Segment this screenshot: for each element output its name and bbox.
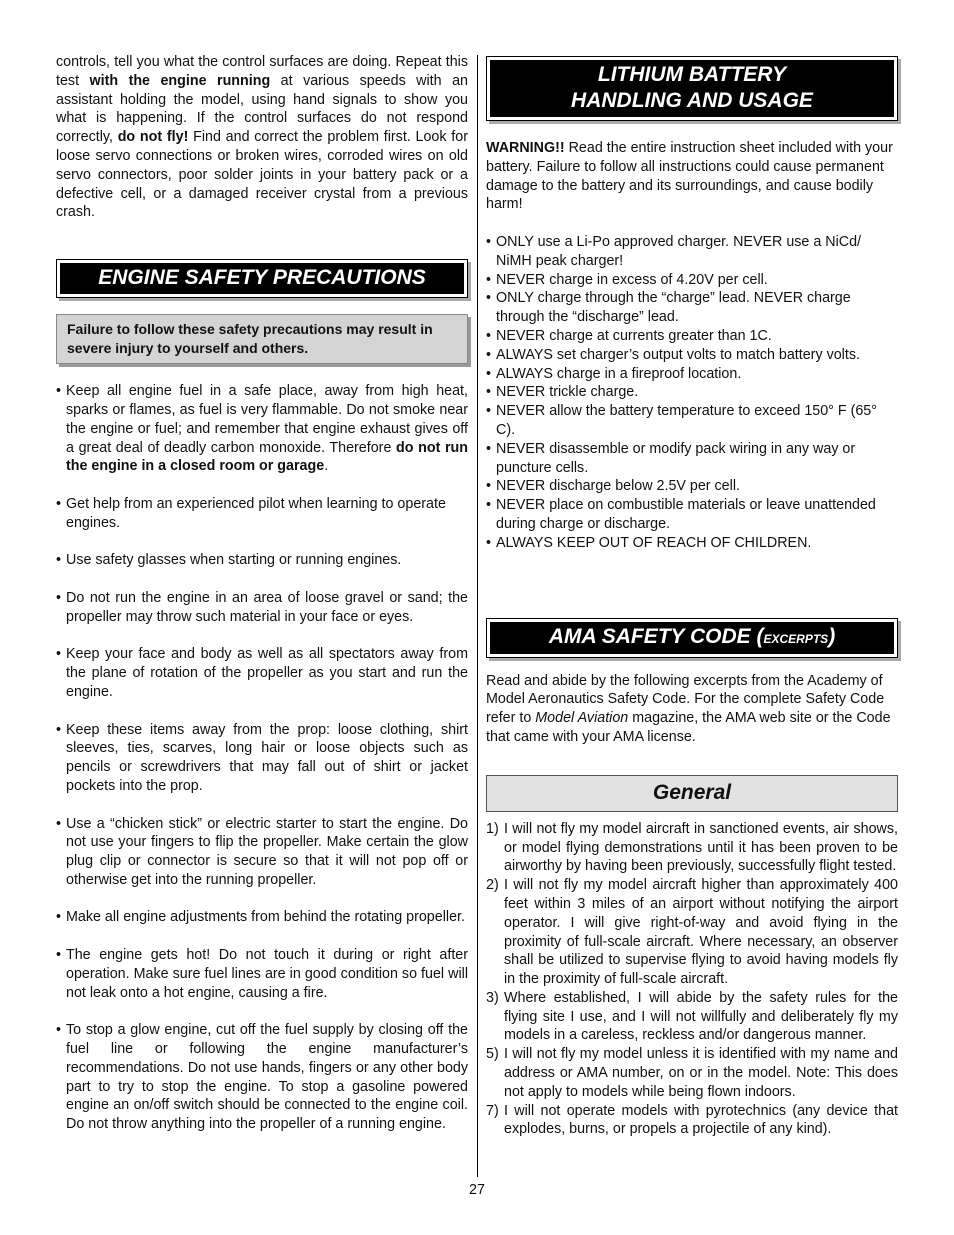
lithium-rule-item: • NEVER trickle charge.	[486, 383, 898, 402]
engine-safety-item: • Keep these items away from the prop: loose clothing, shirt sleeves, ties, scarves, long hair or loose objects such as pencils or screwdrivers that may fall out of shirt or jacket pockets into the prop.	[56, 721, 468, 796]
lithium-battery-heading	[486, 56, 898, 121]
lithium-rule-item: • ALWAYS charge in a fireproof location.	[486, 365, 898, 384]
lithium-rule-item: • NEVER charge at currents greater than 1C.	[486, 327, 898, 346]
lithium-rule-item: • NEVER disassemble or modify pack wiring in any way or puncture cells.	[486, 440, 898, 478]
ama-safety-code-heading: AMA SAFETY CODE (excerpts)	[486, 618, 898, 658]
lithium-heading-line2: HANDLING AND USAGE	[571, 89, 813, 112]
engine-safety-list	[56, 382, 468, 1134]
right-column	[486, 53, 898, 1139]
left-column	[56, 53, 468, 1134]
rule-text: I will not fly my model unless it is identified with my name and address or AMA number, on or in the model. Note: This does not apply to models while being flown indoors.	[504, 1046, 898, 1100]
engine-safety-item: • Use a “chicken stick” or electric starter to start the engine. Do not use your fingers to flip the propeller. Make certain the glow plug clip or connector is secure so that it will not pop off or otherwise get into the running propeller.	[56, 815, 468, 890]
general-rule-item	[486, 989, 898, 1045]
engine-safety-item: • Keep your face and body as well as all spectators away from the plane of rotation of the propeller as you start and run the engine.	[56, 645, 468, 701]
engine-safety-heading: ENGINE SAFETY PRECAUTIONS	[56, 259, 468, 298]
rule-number: 5)	[486, 1046, 499, 1063]
engine-safety-item: • Keep all engine fuel in a safe place, away from high heat, sparks or flames, as fuel is very flammable. Do not smoke near the engine or fuel; and remember that engine exhaust gives off a great deal of deadly carbon monoxide. Therefore do not run the engine in a closed room or garage.	[56, 382, 468, 476]
rule-text: Where established, I will abide by the safety rules for the flying site I use, and I will not willfully and deliberately fly my models in a careless, reckless and/or dangerous manner.	[504, 989, 898, 1044]
lithium-rule-item: • ONLY use a Li-Po approved charger. NEVER use a NiCd/ NiMH peak charger!	[486, 233, 898, 271]
ama-intro-paragraph: Read and abide by the following excerpts from the Academy of Model Aeronautics Safety Code. For the complete Safety Code refer to Model Aviation magazine, the AMA web site or the Code that came with your AMA license.	[486, 672, 891, 745]
general-rule-item	[486, 820, 898, 876]
lithium-rule-item: • NEVER allow the battery temperature to exceed 150° F (65° C).	[486, 402, 898, 440]
lithium-rules-list	[486, 233, 898, 553]
engine-safety-item: • To stop a glow engine, cut off the fuel supply by closing off the fuel line or following the engine manufacturer’s recommendations. Do not use hands, fingers or any other body part to try to stop the engine. To stop a gasoline powered engine an on/off switch should be connected to the engine coil. Do not throw anything into the propeller of a running engine.	[56, 1021, 468, 1134]
warning-label: WARNING!!	[486, 140, 565, 156]
battery-warning-paragraph	[486, 139, 898, 214]
general-rules-list	[486, 820, 898, 1140]
rule-number: 2)	[486, 877, 499, 894]
engine-warning-box: Failure to follow these safety precautions may result in severe injury to yourself and others.	[56, 314, 468, 364]
lithium-rule-item: • ONLY charge through the “charge” lead. NEVER charge through the “discharge” lead.	[486, 289, 898, 327]
intro-paragraph: controls, tell you what the control surfaces are doing. Repeat this test with the engine running at various speeds with an assistant holding the model, using hand signals to show you what is happening. If the control surfaces do not respond correctly, do not fly! Find and correct the problem first. Look for loose servo connections or broken wires, corroded wires on old servo connectors, poor solder joints in your battery pack or a defective cell, or a damaged receiver crystal from a previous crash.	[56, 54, 468, 221]
engine-safety-item: • Use safety glasses when starting or running engines.	[56, 551, 468, 570]
rule-text: I will not fly my model aircraft higher than approximately 400 feet within 3 miles of an airport without notifying the airport operator. I will give right-of-way and avoid flying in the proximity of full-scale aircraft. Where necessary, an observer shall be utilized to supervise flying to avoid having models fly in the proximity of full-scale aircraft.	[504, 877, 898, 988]
lithium-heading-line1: LITHIUM BATTERY	[597, 63, 787, 86]
general-rule-item	[486, 1102, 898, 1140]
lithium-rule-item: • NEVER place on combustible materials or leave unattended during charge or discharge.	[486, 496, 898, 534]
lithium-rule-item: • NEVER charge in excess of 4.20V per cell.	[486, 271, 898, 290]
engine-safety-item: • Make all engine adjustments from behind the rotating propeller.	[56, 908, 468, 927]
engine-safety-item: • Get help from an experienced pilot when learning to operate engines.	[56, 495, 468, 533]
warning-text: Read the entire instruction sheet included with your battery. Failure to follow all instructions could cause permanent damage to the battery and its surroundings, and cause bodily harm!	[486, 140, 893, 213]
page-number: 27	[469, 1182, 485, 1198]
lithium-rule-item: • NEVER discharge below 2.5V per cell.	[486, 477, 898, 496]
rule-text: I will not fly my model aircraft in sanctioned events, air shows, or model flying demonstrations until it has been proven to be airworthy by having been previously, successfully flight tested.	[504, 820, 898, 875]
lithium-rule-item: • ALWAYS KEEP OUT OF REACH OF CHILDREN.	[486, 534, 898, 553]
lithium-rule-item: • ALWAYS set charger’s output volts to match battery volts.	[486, 346, 898, 365]
general-rule-item	[486, 1045, 898, 1101]
rule-number: 1)	[486, 820, 499, 837]
rule-text: I will not operate models with pyrotechnics (any device that explodes, burns, or propels a projectile of any kind).	[504, 1102, 898, 1138]
engine-safety-item: • Do not run the engine in an area of loose gravel or sand; the propeller may throw such material in your face or eyes.	[56, 589, 468, 627]
general-heading: General	[486, 775, 898, 812]
ama-heading-excerpts: excerpts	[763, 627, 829, 647]
column-divider	[477, 55, 478, 1177]
general-rule-item	[486, 876, 898, 989]
rule-number: 3)	[486, 989, 499, 1006]
rule-number: 7)	[486, 1102, 499, 1119]
engine-safety-item: • The engine gets hot! Do not touch it during or right after operation. Make sure fuel lines are in good condition so fuel will not leak onto a hot engine, causing a fire.	[56, 946, 468, 1002]
